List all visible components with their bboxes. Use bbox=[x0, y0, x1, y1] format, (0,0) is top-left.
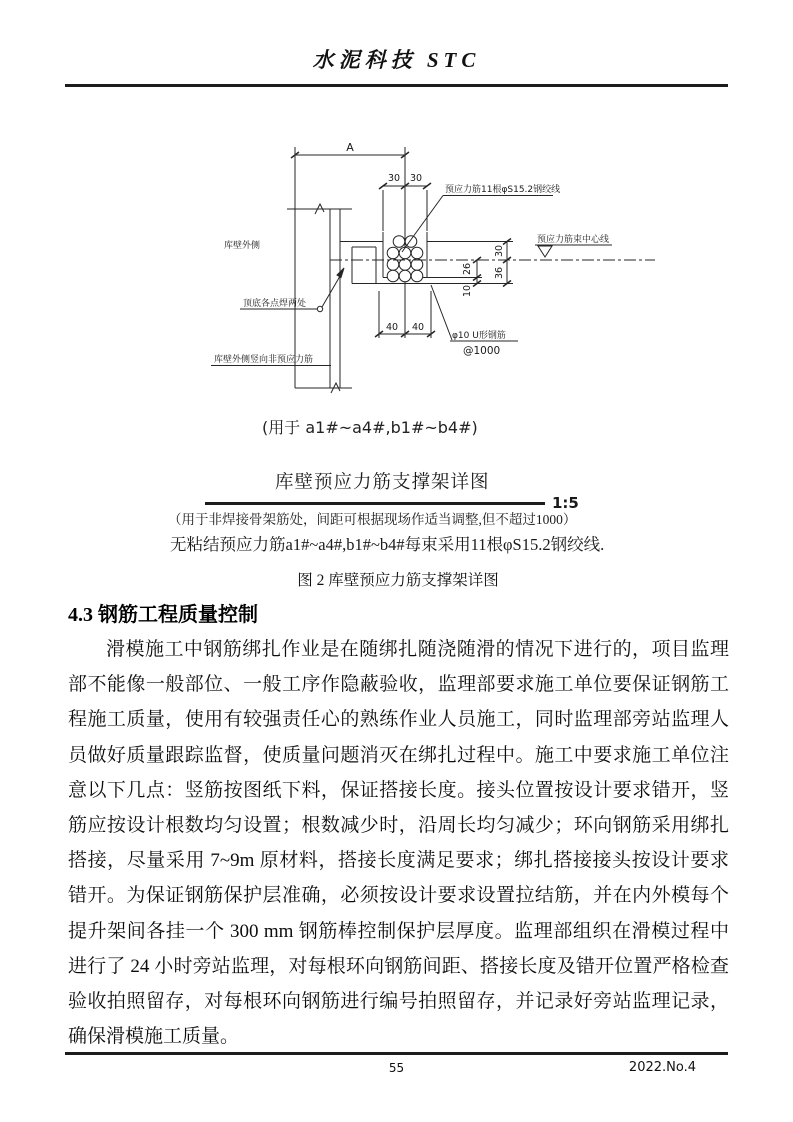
u-bar-label: φ10 U形钢筋 bbox=[452, 331, 506, 341]
strand-bundle bbox=[387, 236, 423, 282]
dim-label-36-vert: 36 bbox=[494, 266, 505, 280]
figure-title: 库壁预应力筋支撑架详图 bbox=[275, 473, 490, 493]
section-heading: 4.3 钢筋工程质量控制 bbox=[68, 604, 258, 626]
vertical-rebar-label: 库壁外侧竖向非预应力筋 bbox=[214, 355, 314, 365]
footer-rule bbox=[65, 1052, 728, 1055]
strand-count-label: 预应力筋11根φS15.2钢绞线 bbox=[445, 185, 561, 195]
figure-title-rule bbox=[205, 502, 545, 505]
figure-caption: 图 2 库壁预应力筋支撑架详图 bbox=[297, 572, 499, 589]
tendon-centerline-label: 预应力筋束中心线 bbox=[537, 235, 610, 245]
u-bar-spacing-label: @1000 bbox=[463, 345, 501, 357]
figure-applies-note: (用于 a1#~a4#,b1#~b4#) bbox=[262, 418, 478, 437]
dim-label-40-left: 40 bbox=[385, 322, 399, 333]
dim-label-30-vert: 30 bbox=[494, 244, 505, 258]
dim-label-30-right: 30 bbox=[409, 173, 423, 184]
figure-diagram bbox=[180, 130, 745, 425]
dim-label-a: A bbox=[346, 141, 354, 154]
dim-label-30-left: 30 bbox=[387, 173, 401, 184]
leader-lines bbox=[211, 196, 612, 366]
body-paragraph: 滑模施工中钢筋绑扎作业是在随绑扎随浇随滑的情况下进行的，项目监理部不能像一般部位、一般工序作隐蔽验收，监理部要求施工单位要保证钢筋工程施工质量，使用有较强责任心的熟练作业人员施工，同时监理部旁站监理人员做好质量跟踪监督，使质量问题消灭在绑扎过程中。施工中要求施工单位注意以下几点：竖筋按图纸下料，保证搭接长度。接头位置按设计要求错开，竖筋应按设计根数均匀设置；根数减少时，沿周长均匀减少；环向钢筋采用绑扎搭接，尽量采用 7~9m 原材料，搭接长度满足要求；绑扎搭接接头按设计要求错开。为保证钢筋保护层准确，必须按设计要求设置拉结筋，并在内外模每个提升架间各挂一个 300 mm 钢筋棒控制保护层厚度。监理部组织在滑模过程中进行了 24 小时旁站监理，对每根环向钢筋间距、搭接长度及错开位置严格检查验收拍照留存，对每根环向钢筋进行编号拍照留存，并记录好旁站监理记录，确保滑模施工质量。 bbox=[68, 639, 729, 1048]
journal-title: 水泥科技 STC bbox=[312, 48, 481, 72]
support-bracket bbox=[340, 232, 513, 284]
wall-outside-label: 库壁外侧 bbox=[224, 241, 261, 251]
dim-label-26-vert: 26 bbox=[462, 262, 473, 276]
dim-label-10-vert: 10 bbox=[462, 284, 473, 298]
figure-scale: 1:5 bbox=[552, 494, 579, 512]
spot-weld-label: 顶底各点焊两处 bbox=[243, 299, 307, 309]
dimension-right-stack bbox=[473, 239, 511, 287]
figure-note-2: 无粘结预应力筋a1#~a4#,b1#~b4#每束采用11根φS15.2钢绞线. bbox=[170, 535, 605, 554]
issue-number: 2022.No.4 bbox=[628, 1060, 696, 1075]
figure-note-1: （用于非焊接骨架筋处，间距可根据现场作适当调整,但不超过1000） bbox=[168, 512, 577, 527]
dim-label-40-right: 40 bbox=[411, 322, 425, 333]
page-number: 55 bbox=[388, 1061, 405, 1075]
header-rule bbox=[65, 84, 728, 87]
